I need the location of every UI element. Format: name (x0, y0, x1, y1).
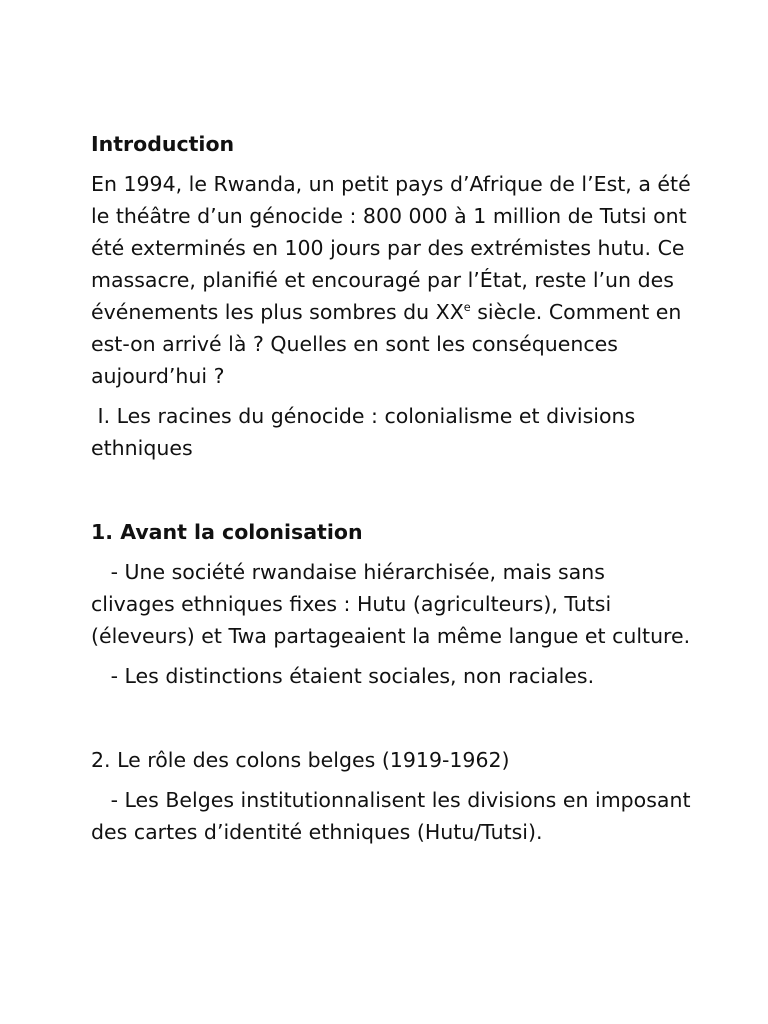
subsection-1-bullet-1: - Une société rwandaise hiérarchisée, mais sans clivages ethniques fixes : Hutu (agriculteurs), Tutsi (éleveurs) et Twa partageaient la même langue et culture. (91, 560, 691, 648)
intro-paragraph (91, 168, 691, 392)
subsection-1-bullet-2: - Les distinctions étaient sociales, non raciales. (91, 664, 595, 688)
section-1-title: I. Les racines du génocide : colonialisme et divisions ethniques (91, 404, 642, 460)
subsection-2-title: 2. Le rôle des colons belges (1919-1962) (91, 748, 510, 772)
intro-century-superscript: e (463, 301, 471, 315)
document-page (91, 128, 698, 848)
subsection-2-bullet-1: - Les Belges institutionnalisent les divisions en imposant des cartes d’identité ethniques (Hutu/Tutsi). (91, 788, 698, 844)
intro-text-part1: En 1994, le Rwanda, un petit pays d’Afrique de l’Est, a été le théâtre d’un génocide : 800 000 à 1 million de Tutsi ont été exterminés en 100 jours par des extrémistes hutu. Ce massacre, planifié et encouragé par l’État, reste l’un des événements les plus sombres du XX (91, 172, 691, 324)
intro-text-part2: siècle. Comment en est-on arrivé là ? Quelles en sont les conséquences aujourd’hui ? (91, 300, 682, 388)
heading-introduction: Introduction (91, 132, 235, 156)
subsection-1-title: 1. Avant la colonisation (91, 520, 363, 544)
